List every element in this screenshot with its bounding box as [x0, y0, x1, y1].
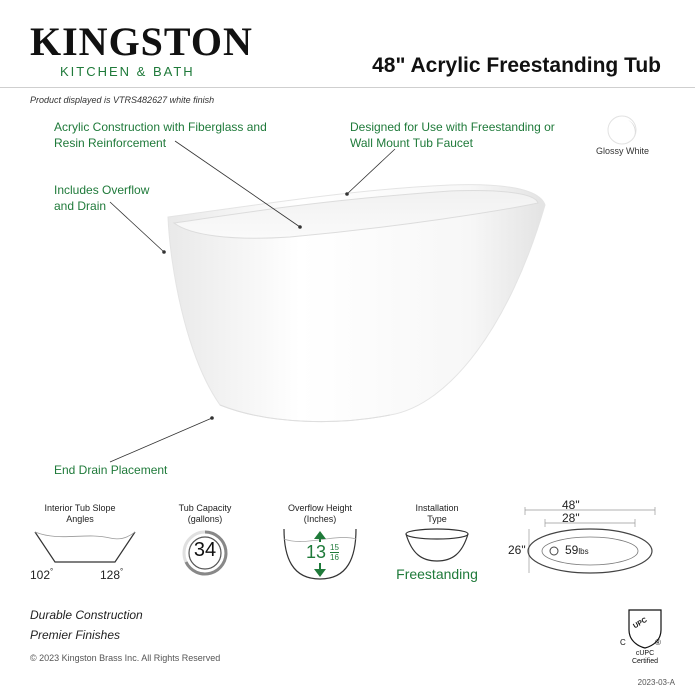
installation-value: Freestanding: [396, 566, 478, 582]
spec-installation-label-line1: Installation: [415, 503, 459, 513]
callout-overflow-line1: Includes Overflow: [54, 183, 150, 197]
cupc-badge-text: UPC: [632, 616, 649, 631]
product-note: Product displayed is VTRS482627 white finish: [30, 95, 215, 105]
brand-logo: KINGSTON: [30, 19, 253, 64]
feature-durable: Durable Construction: [30, 608, 143, 622]
overflow-numerator: 15: [330, 543, 339, 552]
callout-overflow-line2: and Drain: [54, 199, 107, 213]
spec-slope-label: [30, 503, 130, 525]
slope-angle-icon: [30, 528, 140, 568]
slope-angle-right: 128°: [100, 567, 124, 582]
tub-weight-unit: lbs: [578, 547, 589, 556]
freestanding-tub-icon: [402, 528, 472, 564]
spec-installation-label-line2: Type: [427, 514, 447, 524]
spec-slope-label-line2: Angles: [66, 514, 94, 524]
spec-capacity-label-line1: Tub Capacity: [178, 503, 232, 513]
dimension-length: 48": [562, 498, 580, 512]
finish-label: Glossy White: [596, 146, 650, 156]
callout-construction-line2: Resin Reinforcement: [54, 136, 167, 150]
capacity-value: 34: [193, 539, 217, 561]
callout-construction-line1: Acrylic Construction with Fiberglass and: [54, 120, 267, 134]
callout-faucet-line1: Designed for Use with Freestanding or: [350, 120, 555, 134]
tub-weight: [565, 543, 589, 557]
tub-weight-value: 59: [565, 543, 579, 557]
spec-slope-label-line1: Interior Tub Slope: [44, 503, 116, 513]
overflow-whole: 13: [306, 542, 327, 562]
overflow-fraction: [330, 543, 339, 562]
spec-overflow-label-line2: (Inches): [303, 514, 337, 524]
dimension-inner-length: 28": [562, 511, 580, 525]
overflow-denominator: 16: [330, 553, 339, 562]
spec-capacity-label-line2: (gallons): [187, 514, 223, 524]
spec-installation-label: [392, 503, 482, 525]
spec-capacity-label: [160, 503, 250, 525]
spec-overflow-label: [275, 503, 365, 525]
callout-faucet-line2: Wall Mount Tub Faucet: [350, 136, 473, 150]
cupc-caption: [620, 650, 670, 666]
page-title: 48" Acrylic Freestanding Tub: [372, 54, 661, 77]
cupc-registered-mark: ®: [655, 638, 661, 647]
cupc-caption-line1: cUPC: [635, 650, 655, 657]
copyright-text: © 2023 Kingston Brass Inc. All Rights Reserved: [30, 653, 221, 663]
spec-overflow-label-line1: Overflow Height: [287, 503, 353, 513]
dimension-width: 26": [508, 543, 526, 557]
overflow-value: [305, 542, 327, 563]
callout-drain: End Drain Placement: [54, 463, 168, 477]
feature-finishes: Premier Finishes: [30, 628, 121, 642]
document-code: 2023-03-A: [637, 678, 675, 687]
slope-angle-left: 102°: [30, 567, 54, 582]
brand-tagline: KITCHEN & BATH: [60, 64, 195, 79]
cupc-c-mark: C: [620, 638, 626, 647]
cupc-caption-line2: Certified: [631, 658, 659, 665]
